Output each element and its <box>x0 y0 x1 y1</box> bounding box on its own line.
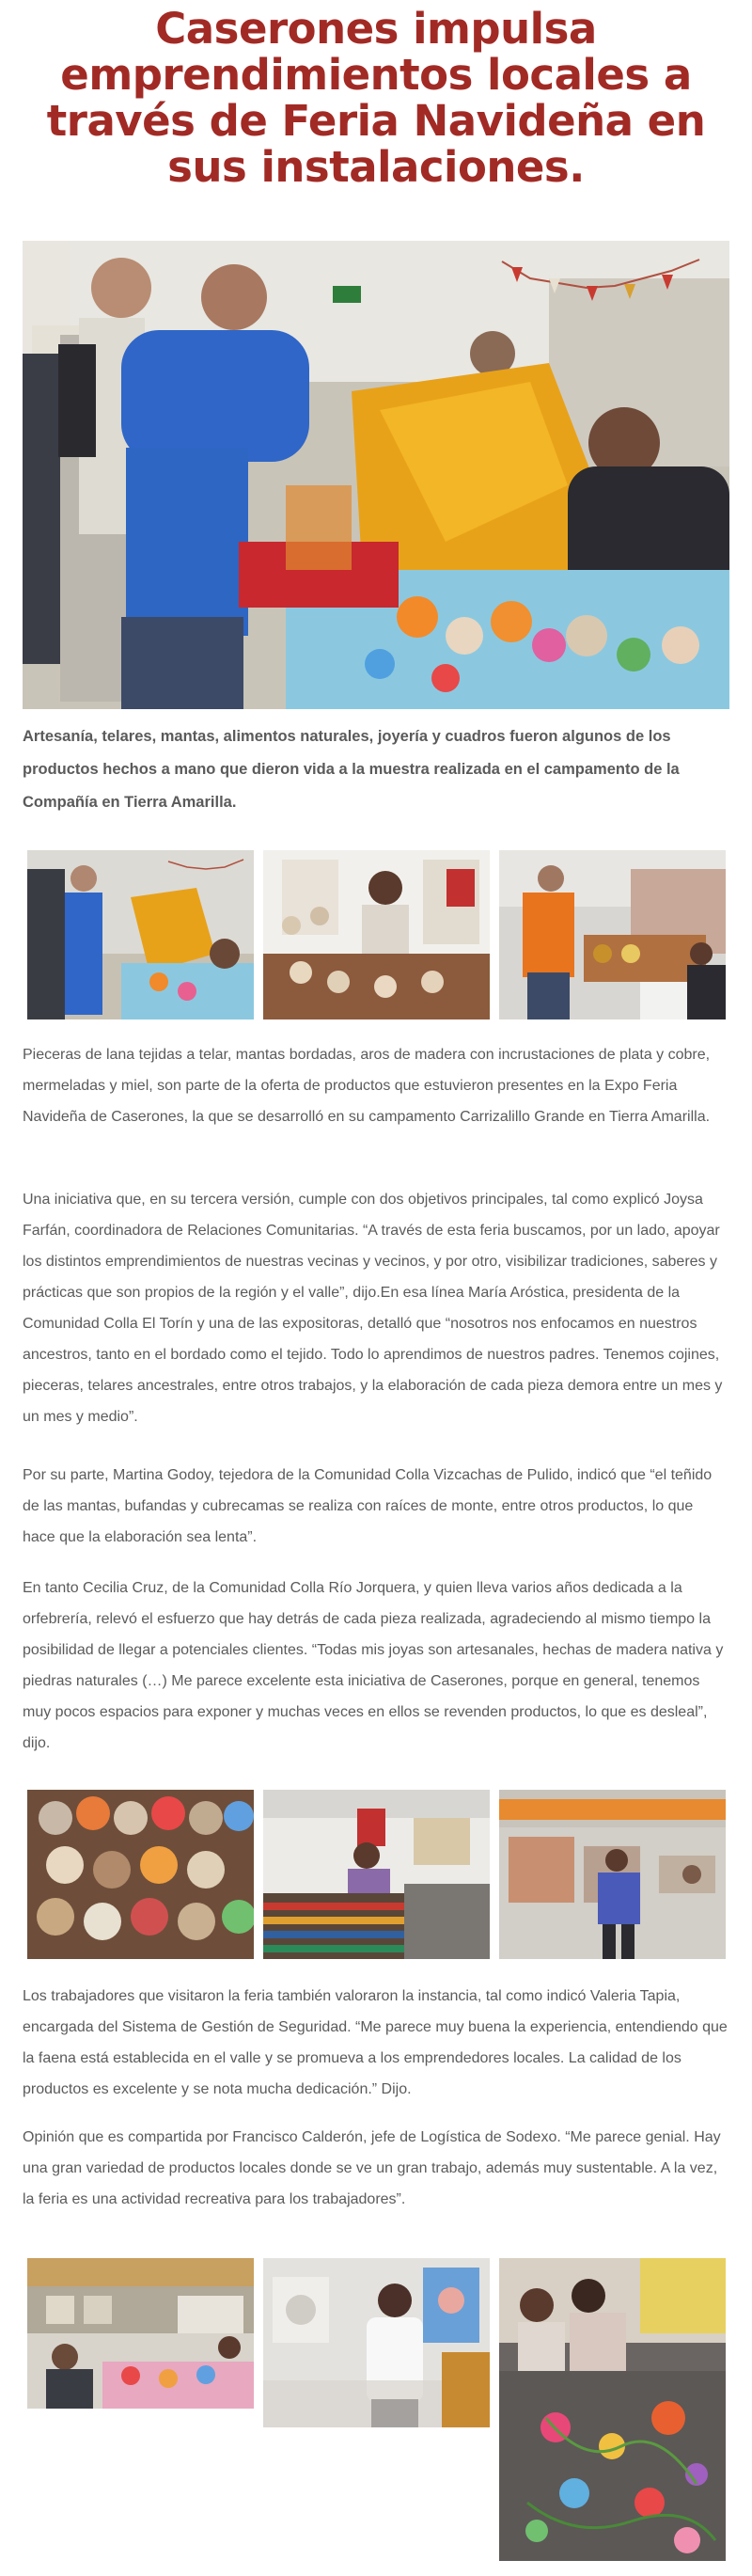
gallery-photo-3-3 <box>499 2258 726 2561</box>
gallery-photo-2-3 <box>499 1790 726 1959</box>
paragraph-4: En tanto Cecilia Cruz, de la Comunidad Colla Río Jorquera, y quien lleva varios años dedicada a la orfebrería, relevó el esfuerzo que hay detrás de cada pieza realizada, agradeciendo al mismo tiempo la posibilidad de llegar a potenciales clientes. “Todas mis joyas son artesanales, hechas de madera nativa y piedras naturales (…) Me parece excelente esta iniciativa de Caserones, porque en general, tenemos muy pocos espacios para exponer y muchas veces en ellos se revenden productos, lo que es desleal”, dijo. <box>23 1580 724 1751</box>
gallery-photo-3-1 <box>27 2258 254 2409</box>
gallery-photo-1-3 <box>499 850 726 1019</box>
gallery-photo-1-2 <box>263 850 490 1019</box>
paragraph-3: Por su parte, Martina Godoy, tejedora de la Comunidad Colla Vizcachas de Pulido, indicó que “el teñido de las mantas, bufandas y cubrecamas se realiza con raíces de monte, entre otros productos, lo que hace que la elaboración sea lenta”. <box>23 1467 713 1545</box>
paragraph-1: Pieceras de lana tejidas a telar, mantas bordadas, aros de madera con incrustaciones de plata y cobre, mermeladas y miel, son parte de la oferta de productos que estuvieron presentes en la Expo Feria Navideña de Caserones, la que se desarrolló en su campamento Carrizalillo Grande en Tierra Amarilla. <box>23 1047 711 1125</box>
gallery-photo-3-2 <box>263 2258 490 2427</box>
paragraph-6: Opinión que es compartida por Francisco Calderón, jefe de Logística de Sodexo. “Me parece genial. Hay una gran variedad de productos locales donde se ve un gran trabajo, además muy sustentable. A la vez, la feria es una actividad recreativa para los trabajadores”. <box>23 2129 721 2207</box>
page-title: Caserones impulsa emprendimientos locales a través de Feria Navideña en sus instalaciones. <box>46 4 706 192</box>
gallery-photo-2-1 <box>27 1790 254 1959</box>
hero-photo <box>23 241 729 709</box>
gallery-photo-1-1 <box>27 850 254 1019</box>
paragraph-5: Los trabajadores que visitaron la feria también valoraron la instancia, tal como indicó Valeria Tapia, encargada del Sistema de Gestión de Seguridad. “Me parece muy buena la experiencia, entendiendo que la faena está establecida en el valle y se promueva a los emprendedores locales. La calidad de los productos es excelente y se nota mucha dedicación.” Dijo. <box>23 1988 728 2097</box>
gallery-photo-2-2 <box>263 1790 490 1959</box>
photo-caption: Artesanía, telares, mantas, alimentos naturales, joyería y cuadros fueron algunos de los productos hechos a mano que dieron vida a la muestra realizada en el campamento de la Compañía en Tierra Amarilla. <box>23 728 680 811</box>
paragraph-2: Una iniciativa que, en su tercera versión, cumple con dos objetivos principales, tal como explicó Joysa Farfán, coordinadora de Relaciones Comunitarias. “A través de esta feria buscamos, por un lado, apoyar los distintos emprendimientos de nuestras vecinas y vecinos, y por otro, visibilizar tradiciones, saberes y prácticas que son propios de la región y el valle”, dijo.En esa línea María Aróstica, presidenta de la Comunidad Colla El Torín y una de las expositoras, detalló que “nosotros nos enfocamos en nuestros ancestros, tanto en el bordado como el tejido. Todo lo aprendimos de nuestros padres. Tenemos cojines, pieceras, telares ancestrales, entre otros trabajos, y la elaboración de cada pieza demora entre un mes y un mes y medio”. <box>23 1192 723 1425</box>
